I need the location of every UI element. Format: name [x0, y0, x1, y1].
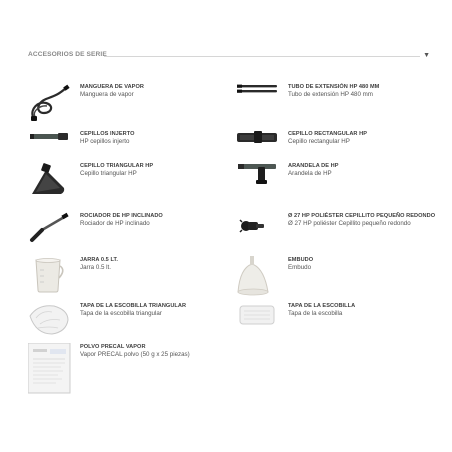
item-name: ROCIADOR DE HP INCLINADO — [80, 213, 163, 219]
brush-cover-icon — [236, 302, 280, 346]
triangular-brush-icon — [28, 162, 72, 206]
extension-tube-icon — [236, 83, 280, 127]
angled-nozzle-icon — [28, 212, 72, 256]
item-description: Rociador de HP inclinado — [80, 220, 150, 227]
chevron-down-icon[interactable]: ▼ — [423, 52, 430, 59]
item-name: EMBUDO — [288, 257, 314, 263]
list-item — [236, 302, 426, 346]
item-name: JARRA 0.5 LT. — [80, 257, 118, 263]
list-item — [236, 83, 426, 127]
item-description: Embudo — [288, 264, 312, 271]
item-name: TUBO DE EXTENSIÓN HP 480 MM — [288, 84, 380, 90]
list-item — [28, 212, 218, 256]
list-item — [236, 162, 426, 206]
steam-hose-icon — [28, 83, 72, 127]
item-description: Ø 27 HP poliéster Cepillito pequeño redondo — [288, 220, 411, 227]
list-item — [28, 302, 218, 346]
item-name: CEPILLO TRIANGULAR HP — [80, 163, 154, 169]
item-description: Cepillo rectangular HP — [288, 138, 350, 145]
list-item — [28, 343, 218, 395]
list-item — [28, 256, 218, 300]
precal-packet-icon — [28, 343, 72, 395]
item-description: Arandela de HP — [288, 170, 332, 177]
list-item — [28, 162, 218, 206]
item-description: Tapa de la escobilla — [288, 310, 343, 317]
item-name: ARANDELA DE HP — [288, 163, 339, 169]
item-description: Cepillo triangular HP — [80, 170, 137, 177]
item-description: Jarra 0.5 lt. — [80, 264, 111, 271]
item-name: Ø 27 HP POLIÉSTER CEPILLITO PEQUEÑO REDONDO — [288, 213, 436, 219]
item-name: MANGUERA DE VAPOR — [80, 84, 144, 90]
item-description: Tubo de extensión HP 480 mm — [288, 91, 373, 98]
header-divider — [104, 56, 420, 57]
triangular-cover-icon — [28, 302, 72, 346]
washer-icon — [236, 162, 280, 206]
round-brush-icon — [236, 212, 280, 256]
item-name: POLVO PRECAL VAPOR — [80, 344, 146, 350]
item-name: CEPILLOS INJERTO — [80, 131, 135, 137]
item-name: TAPA DE LA ESCOBILLA — [288, 303, 356, 309]
item-name: TAPA DE LA ESCOBILLA TRIANGULAR — [80, 303, 187, 309]
item-description: Tapa de la escobilla triangular — [80, 310, 162, 317]
item-name: CEPILLO RECTANGULAR HP — [288, 131, 367, 137]
section-title: ACCESORIOS DE SERIE — [28, 51, 107, 58]
item-description: Vapor PRECAL polvo (50 g x 25 piezas) — [80, 351, 190, 358]
jug-icon — [28, 256, 72, 300]
section-header[interactable] — [28, 51, 432, 63]
item-description: Manguera de vapor — [80, 91, 134, 98]
funnel-icon — [236, 256, 280, 300]
list-item — [236, 212, 436, 256]
list-item — [28, 83, 218, 127]
item-description: HP cepillos injerto — [80, 138, 130, 145]
list-item — [236, 256, 426, 300]
